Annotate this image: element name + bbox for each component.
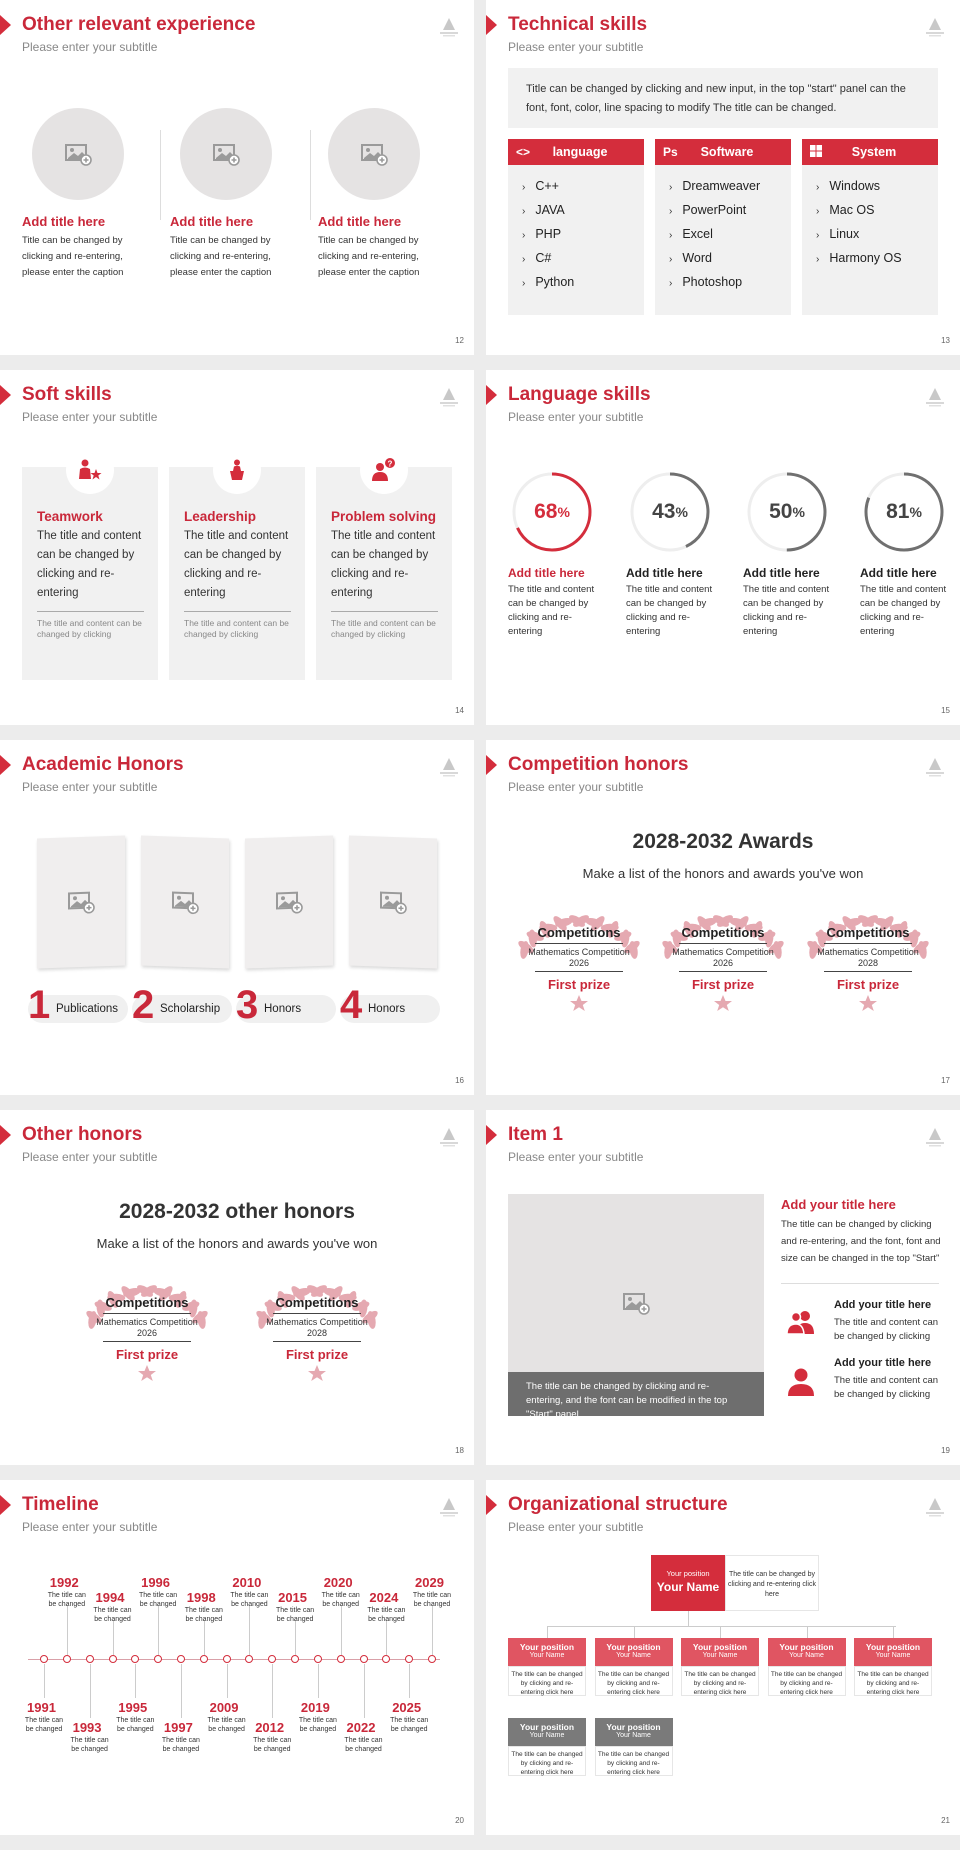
language-skill <box>508 470 598 639</box>
page-number: 19 <box>941 1446 950 1455</box>
timeline-desc: The title can be changed <box>161 1737 200 1753</box>
progress-ring: 68 % <box>510 470 594 554</box>
card-note: The title and content can be changed by clicking <box>184 618 289 639</box>
timeline-year: 2010 <box>232 1575 262 1590</box>
title-marker <box>486 755 497 775</box>
org-desc: The title can be changed by clicking and re-entering click here <box>508 1666 586 1696</box>
column-header: <> language <box>508 139 644 165</box>
timeline-year: 2020 <box>323 1575 353 1590</box>
column-header: Ps Software <box>655 139 791 165</box>
card-title: Teamwork <box>37 509 103 524</box>
slide-title: Organizational structure <box>508 1494 728 1515</box>
page-number: 16 <box>455 1076 464 1085</box>
honor-label: Honors <box>368 1003 406 1015</box>
connector <box>634 1626 635 1638</box>
divider <box>535 943 623 944</box>
section-subheading: Make a list of the honors and awards you've won <box>582 866 864 881</box>
award-year: 2026 <box>712 958 734 968</box>
skill-title: Add title here <box>860 566 937 580</box>
skill-title: Add title here <box>508 566 585 580</box>
timeline-stem <box>204 1620 205 1655</box>
timeline-dot <box>86 1655 94 1663</box>
image-placeholder-icon[interactable] <box>32 108 124 200</box>
timeline-stem <box>181 1664 182 1718</box>
timeline-dot <box>360 1655 368 1663</box>
timeline-stem <box>135 1664 136 1698</box>
slide-13[interactable] <box>486 0 960 355</box>
progress-ring: 50 % <box>745 470 829 554</box>
timeline-year: 1996 <box>141 1575 171 1590</box>
honor-number: 1 <box>28 983 51 1027</box>
org-desc: The title can be changed by clicking and re-entering click here <box>508 1746 586 1776</box>
slide-19[interactable] <box>486 1110 960 1465</box>
entry-title: Add your title here <box>834 1299 932 1311</box>
timeline-stem <box>409 1664 410 1698</box>
language-skill <box>743 470 833 639</box>
slide-17[interactable] <box>486 740 960 1095</box>
timeline-year: 1992 <box>49 1575 79 1590</box>
org-desc: The title can be changed by clicking and re-entering click here <box>854 1666 932 1696</box>
timeline-year: 2015 <box>278 1590 308 1605</box>
skill-item: › C++ <box>522 175 644 199</box>
question-person-icon <box>360 446 408 494</box>
logo-icon <box>436 1496 462 1518</box>
skill-item: › Harmony OS <box>816 247 938 271</box>
skill-item: › JAVA <box>522 199 644 223</box>
timeline-stem <box>318 1664 319 1698</box>
divider <box>781 1283 939 1284</box>
timeline-stem <box>44 1664 45 1698</box>
photoshop-icon: Ps <box>663 145 678 159</box>
honor-number: 4 <box>340 983 363 1027</box>
card-title: Problem solving <box>331 509 437 524</box>
timeline-stem <box>113 1620 114 1655</box>
divider <box>184 611 291 612</box>
item-title: Add title here <box>170 214 254 229</box>
percent-value: 50 <box>769 500 793 523</box>
timeline-year: 2024 <box>369 1590 399 1605</box>
experience-item <box>22 108 152 281</box>
timeline-stem <box>67 1605 68 1655</box>
slide-title: Timeline <box>22 1494 99 1515</box>
podium-icon <box>213 446 261 494</box>
timeline-desc: The title can be changed <box>367 1607 406 1623</box>
honor-label: Honors <box>264 1003 302 1015</box>
timeline-dot <box>382 1655 390 1663</box>
award-line: Mathematics Competition <box>672 947 774 957</box>
page-number: 17 <box>941 1076 950 1085</box>
percent-value: 81 <box>886 500 910 523</box>
divider <box>310 130 311 220</box>
timeline-stem <box>432 1605 433 1655</box>
honor-number: 3 <box>236 983 259 1027</box>
timeline-dot <box>63 1655 71 1663</box>
award-title: Competitions <box>537 925 621 940</box>
timeline-dot <box>245 1655 253 1663</box>
timeline-stem <box>272 1664 273 1718</box>
title-marker <box>0 15 11 35</box>
timeline-desc: The title can be changed <box>390 1717 429 1733</box>
logo-icon <box>436 1126 462 1148</box>
divider <box>331 611 438 612</box>
timeline-dot <box>405 1655 413 1663</box>
title-marker <box>0 385 11 405</box>
timeline-dot <box>337 1655 345 1663</box>
title-marker <box>486 15 497 35</box>
item-title: Add title here <box>22 214 106 229</box>
timeline-dot <box>200 1655 208 1663</box>
logo-icon <box>436 16 462 38</box>
timeline-year: 1995 <box>118 1700 148 1715</box>
slide-subtitle: Please enter your subtitle <box>508 1520 644 1534</box>
item-desc: Title can be changed by clicking and re-entering, please enter the caption <box>318 235 420 278</box>
soft-skill-card <box>22 467 158 680</box>
slide-14[interactable] <box>0 370 474 725</box>
right-desc: The title can be changed by clicking and re-entering, and the font, font and size can be changed in the top "Start" <box>781 1219 941 1264</box>
skill-list <box>802 165 938 271</box>
section-heading: 2028-2032 Awards <box>632 830 814 853</box>
org-desc: The title can be changed by clicking and re-entering click here <box>768 1666 846 1696</box>
timeline-year: 2019 <box>300 1700 330 1715</box>
org-box[interactable]: Your position Your Name <box>854 1638 932 1666</box>
photo-placeholder-icon[interactable] <box>37 835 125 968</box>
award-year: 2028 <box>306 1328 328 1338</box>
org-box[interactable]: Your position Your Name <box>508 1718 586 1746</box>
skill-list <box>508 165 644 295</box>
card-note: The title and content can be changed by clicking <box>37 618 142 639</box>
timeline-desc: The title can be changed <box>70 1737 109 1753</box>
timeline-year: 1991 <box>27 1700 56 1715</box>
page-number: 12 <box>455 336 464 345</box>
award-prize: First prize <box>691 977 755 992</box>
timeline-desc: The title can be changed <box>47 1592 86 1608</box>
timeline-year: 2029 <box>415 1575 444 1590</box>
soft-skill-card <box>169 467 305 680</box>
page-number: 14 <box>455 706 464 715</box>
timeline-desc: The title can be changed <box>253 1737 292 1753</box>
skill-item: › Linux <box>816 223 938 247</box>
team-icon <box>66 446 114 494</box>
connector <box>547 1626 548 1638</box>
title-marker <box>0 1125 11 1145</box>
org-desc: The title can be changed by clicking and re-entering click here <box>595 1746 673 1776</box>
page-number: 15 <box>941 706 950 715</box>
photo-placeholder-icon[interactable] <box>349 835 437 968</box>
code-icon: <> <box>516 145 531 159</box>
language-skill <box>860 470 950 639</box>
timeline-year: 1997 <box>163 1720 193 1735</box>
timeline-desc: The title can be changed <box>276 1607 315 1623</box>
divider <box>679 971 767 972</box>
experience-item <box>318 108 448 281</box>
award-prize: First prize <box>547 977 611 992</box>
timeline-dot <box>223 1655 231 1663</box>
percent-value: 68 <box>534 500 558 523</box>
photo-placeholder-icon[interactable] <box>245 835 333 968</box>
timeline-dot <box>177 1655 185 1663</box>
award-title: Competitions <box>826 925 910 940</box>
org-desc: The title can be changed by clicking and re-entering click here <box>595 1666 673 1696</box>
slide-title: Competition honors <box>508 754 689 775</box>
soft-skill-card <box>316 459 452 680</box>
timeline-year: 1993 <box>72 1720 102 1735</box>
logo-icon <box>436 756 462 778</box>
award-prize: First prize <box>836 977 900 992</box>
timeline-year: 2022 <box>346 1720 376 1735</box>
skill-column <box>655 139 791 315</box>
skill-item: › Python <box>522 271 644 295</box>
item-desc: Title can be changed by clicking and re-entering, please enter the caption <box>22 235 124 278</box>
photo-placeholder-icon[interactable] <box>141 835 229 968</box>
experience-item <box>170 108 300 281</box>
timeline-stem <box>90 1664 91 1718</box>
title-marker <box>486 1125 497 1145</box>
divider <box>824 971 912 972</box>
timeline-year: 2012 <box>255 1720 285 1735</box>
timeline-dot <box>131 1655 139 1663</box>
org-top-box[interactable]: Your position Your Name <box>651 1555 725 1611</box>
skill-title: Add title here <box>743 566 820 580</box>
timeline-year: 2025 <box>392 1700 422 1715</box>
org-box[interactable]: Your position Your Name <box>681 1638 759 1666</box>
timeline-desc: The title can be changed <box>184 1607 223 1623</box>
slide-subtitle: Please enter your subtitle <box>22 1520 158 1534</box>
slide-title: Technical skills <box>508 14 648 35</box>
award-prize: First prize <box>285 1347 349 1362</box>
section-heading: 2028-2032 other honors <box>119 1200 355 1223</box>
divider <box>273 1341 361 1342</box>
slide-subtitle: Please enter your subtitle <box>508 1150 644 1164</box>
timeline-year: 1994 <box>95 1590 125 1605</box>
award-badge <box>77 1285 217 1385</box>
slide-subtitle: Please enter your subtitle <box>22 40 158 54</box>
slide-title: Other honors <box>22 1124 143 1145</box>
item-title: Add title here <box>318 214 402 229</box>
skill-item: › Photoshop <box>669 271 791 295</box>
timeline-desc: The title can be changed <box>139 1592 178 1608</box>
award-line: Mathematics Competition <box>528 947 630 957</box>
divider <box>103 1341 191 1342</box>
logo-icon <box>922 1126 948 1148</box>
page-number: 21 <box>941 1816 950 1825</box>
slide-20[interactable] <box>0 1480 474 1835</box>
image-placeholder-icon[interactable] <box>180 108 272 200</box>
connector <box>720 1626 721 1638</box>
skill-item: › Dreamweaver <box>669 175 791 199</box>
skill-item: › Windows <box>816 175 938 199</box>
award-title: Competitions <box>275 1295 359 1310</box>
timeline-desc: The title can be changed <box>93 1607 132 1623</box>
connector <box>688 1611 689 1626</box>
award-badge <box>509 915 649 1015</box>
timeline-stem <box>341 1605 342 1655</box>
slide-subtitle: Please enter your subtitle <box>508 410 644 424</box>
honor-label: Publications <box>56 1003 119 1015</box>
skill-item: › C# <box>522 247 644 271</box>
award-badge <box>247 1285 387 1385</box>
skill-item: › Mac OS <box>816 199 938 223</box>
timeline-dot <box>428 1655 436 1663</box>
award-line: Mathematics Competition <box>96 1317 198 1327</box>
award-line: Mathematics Competition <box>817 947 919 957</box>
divider <box>103 1313 191 1314</box>
entry-title: Add your title here <box>834 1357 932 1369</box>
entry-desc: The title and content can be changed by clicking <box>834 1375 939 1400</box>
timeline-desc: The title can be changed <box>412 1592 452 1608</box>
skill-desc: The title and content can be changed by clicking and re-entering <box>743 584 830 637</box>
logo-icon <box>436 386 462 408</box>
timeline-desc: The title can be changed <box>344 1737 383 1753</box>
image-placeholder-icon[interactable] <box>328 108 420 200</box>
progress-ring: 81 % <box>862 470 946 554</box>
award-prize: First prize <box>115 1347 179 1362</box>
intro-box: Title can be changed by clicking and new input, in the top "start" panel can the font, font, color, line spacing to modify The title can be changed. <box>508 68 938 128</box>
windows-icon <box>810 145 832 160</box>
org-box[interactable]: Your position Your Name <box>768 1638 846 1666</box>
skill-column <box>508 139 644 315</box>
award-title: Competitions <box>105 1295 189 1310</box>
award-year: 2026 <box>136 1328 158 1338</box>
slide-15[interactable] <box>486 370 960 725</box>
award-year: 2026 <box>568 958 590 968</box>
timeline-desc: The title can be changed <box>24 1717 64 1733</box>
skill-item: › PHP <box>522 223 644 247</box>
timeline-dot <box>40 1655 48 1663</box>
slide-title: Language skills <box>508 384 651 405</box>
timeline-year: 2009 <box>209 1700 239 1715</box>
timeline-dot <box>109 1655 117 1663</box>
percent-value: 43 <box>652 500 676 523</box>
divider <box>824 943 912 944</box>
connector <box>547 1626 896 1627</box>
title-marker <box>486 385 497 405</box>
divider <box>37 611 144 612</box>
slide-subtitle: Please enter your subtitle <box>22 410 158 424</box>
timeline-stem <box>227 1664 228 1698</box>
timeline-desc: The title can be changed <box>298 1717 337 1733</box>
item-desc: Title can be changed by clicking and re-entering, please enter the caption <box>170 235 272 278</box>
timeline-stem <box>364 1664 365 1718</box>
skill-item: › Excel <box>669 223 791 247</box>
timeline-desc: The title can be changed <box>207 1717 246 1733</box>
connector <box>807 1626 808 1638</box>
card-title: Leadership <box>184 509 257 524</box>
timeline-stem <box>249 1605 250 1655</box>
slide-title: Other relevant experience <box>22 14 256 35</box>
user-icon <box>786 1367 816 1402</box>
org-box[interactable]: Your position Your Name <box>595 1718 673 1746</box>
skill-desc: The title and content can be changed by clicking and re-entering <box>508 584 595 637</box>
card-note: The title and content can be changed by clicking <box>331 618 436 639</box>
slide-12[interactable] <box>0 0 474 355</box>
logo-icon <box>922 1496 948 1518</box>
logo-icon <box>922 756 948 778</box>
skill-item: › Word <box>669 247 791 271</box>
image-caption: The title can be changed by clicking and re-entering, and the font can be modified in the top "Start" panel. <box>508 1372 764 1416</box>
timeline-desc: The title can be changed <box>321 1592 360 1608</box>
title-marker <box>0 755 11 775</box>
slide-title: Academic Honors <box>22 754 184 775</box>
org-box[interactable]: Your position Your Name <box>595 1638 673 1666</box>
title-marker <box>486 1495 497 1515</box>
skill-list <box>655 165 791 295</box>
timeline-stem <box>386 1620 387 1655</box>
award-line: Mathematics Competition <box>266 1317 368 1327</box>
entry-desc: The title and content can be changed by clicking <box>834 1317 939 1342</box>
section-subheading: Make a list of the honors and awards you've won <box>96 1236 378 1251</box>
org-top-desc: The title can be changed by clicking and re-entering click here <box>725 1555 819 1611</box>
award-badge <box>798 915 938 1015</box>
language-skill <box>626 470 716 639</box>
title-marker <box>0 1495 11 1515</box>
page-number: 18 <box>455 1446 464 1455</box>
slide-title: Soft skills <box>22 384 112 405</box>
logo-icon <box>922 386 948 408</box>
page-number: 13 <box>941 336 950 345</box>
divider <box>535 971 623 972</box>
logo-icon <box>922 16 948 38</box>
divider <box>273 1313 361 1314</box>
timeline-dot <box>268 1655 276 1663</box>
timeline-year: 1998 <box>186 1590 216 1605</box>
divider <box>160 130 161 220</box>
slide-subtitle: Please enter your subtitle <box>508 780 644 794</box>
slide-subtitle: Please enter your subtitle <box>22 780 158 794</box>
skill-desc: The title and content can be changed by clicking and re-entering <box>860 584 947 637</box>
skill-column <box>802 139 938 315</box>
card-desc: The title and content can be changed by clicking and re-entering <box>184 530 289 599</box>
award-badge <box>653 915 793 1015</box>
card-desc: The title and content can be changed by clicking and re-entering <box>37 530 142 599</box>
honor-label: Scholarship <box>160 1003 221 1015</box>
skill-desc: The title and content can be changed by clicking and re-entering <box>626 584 713 637</box>
column-header: System <box>802 139 938 165</box>
timeline-desc: The title can be changed <box>230 1592 269 1608</box>
slide-title: Item 1 <box>508 1124 563 1145</box>
award-title: Competitions <box>681 925 765 940</box>
slide-subtitle: Please enter your subtitle <box>22 1150 158 1164</box>
org-box[interactable]: Your position Your Name <box>508 1638 586 1666</box>
slide-18[interactable] <box>0 1110 474 1465</box>
award-year: 2028 <box>857 958 879 968</box>
timeline-dot <box>314 1655 322 1663</box>
divider <box>679 943 767 944</box>
right-title: Add your title here <box>781 1197 896 1212</box>
slide-16[interactable] <box>0 740 474 1095</box>
timeline-desc: The title can be changed <box>116 1717 155 1733</box>
timeline-dot <box>291 1655 299 1663</box>
timeline-stem <box>158 1605 159 1655</box>
slide-subtitle: Please enter your subtitle <box>508 40 644 54</box>
svg-text:?: ? <box>387 459 393 469</box>
connector <box>893 1626 894 1638</box>
honor-number: 2 <box>132 983 155 1027</box>
org-desc: The title can be changed by clicking and re-entering click here <box>681 1666 759 1696</box>
group-icon <box>786 1309 816 1340</box>
timeline-stem <box>295 1620 296 1655</box>
slide-21[interactable] <box>486 1480 960 1835</box>
skill-title: Add title here <box>626 566 703 580</box>
skill-item: › PowerPoint <box>669 199 791 223</box>
timeline-dot <box>154 1655 162 1663</box>
page-number: 20 <box>455 1816 464 1825</box>
card-desc: The title and content can be changed by clicking and re-entering <box>331 530 436 599</box>
progress-ring: 43 % <box>628 470 712 554</box>
